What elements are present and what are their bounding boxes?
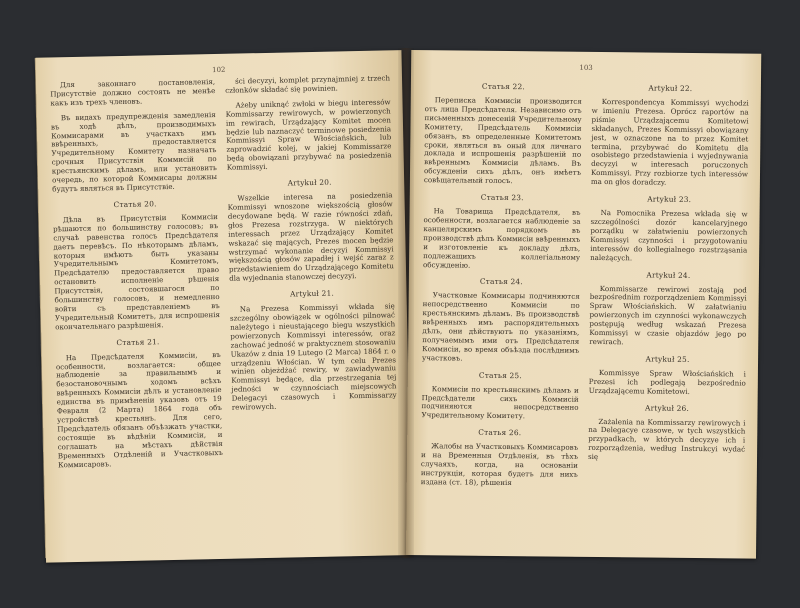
text-paragraph: Дѣла въ Присутствіи Коммисіи рѣшаются по большинству голосовъ; въ случаѣ равенства голосъ Предсѣдателя даетъ перевѣсъ. По нѣкоторымъ дѣламъ, которыя имѣютъ быть указаны Учредительнымъ Комитетомъ, Предсѣдателю предоставляется право остановить исполненіе рѣшенія Присутствія, состоявшагося по большинству голосовъ, и немедленно войти съ представленіемъ въ Учредительный Комитетъ, для испрошенія окончательнаго разрѣшенія. — [52, 211, 221, 332]
right-russian-column — [420, 74, 582, 547]
text-paragraph: Na Pomocnika Prezesa wkłada się w szczególności dozór kancelaryjnego porządku w załatwieniu powierzonych Kommissyi czynności i przygotowaniu interessów do kollegialnego rozstrząsania należących. — [590, 208, 748, 262]
article-heading: Статья 25. — [478, 370, 522, 380]
article-heading: Статья 23. — [480, 192, 524, 203]
text-paragraph: Переписка Коммисіи производится отъ лица Предсѣдателя. Независимо отъ письменныхъ донесеній Учредительному Комитету, Предсѣдатель Коммисіи обязанъ, въ определенные Комитетомъ сроки, являться въ оный для личнаго доклада и испрошенія разрѣшеній по ввѣреннымъ Коммисіи дѣламъ. Въ обсужденіи сихъ дѣлъ, онъ имѣетъ совѣщательный голосъ. — [423, 95, 582, 186]
right-polish-column — [587, 76, 749, 549]
article-heading: Статья 20. — [113, 199, 157, 210]
text-paragraph: Въ видахъ предупрежденія замедленія въ ходѣ дѣлъ, производимыхъ Коммисарами въ участкахъ имъ ввѣренныхъ, предоставляется Учредительному Комитету назначать срочныя Присутствія Коммисій по крестьянскимъ дѣламъ, или установить очередь, по которой Коммисары должны будутъ являться въ Присутствіе. — [50, 109, 218, 194]
article-heading: Artykuł 22. — [648, 83, 693, 93]
book-gutter — [398, 48, 414, 558]
text-paragraph: Korrespondencya Kommissyi wychodzi w imieniu Prezesa. Oprócz raportów na piśmie Urządzającemu Komitetowi składanych, Prezes Kommissyi obowiązany jest, w oznaczone na to przez Komitet termina, przybywać do Komitetu dla osobistego przedstawienia i wyjednywania decyzyi w interesach poruczonych Kommissyi. Przy rozbiorze tych interessów ma on głos doradczy. — [590, 97, 749, 187]
article-heading: Статья 21. — [116, 336, 160, 347]
article-heading: Artykuł 26. — [645, 403, 690, 413]
text-paragraph: ści decyzyi, komplet przynajmniej z trzech członków składać się powinien. — [225, 73, 391, 95]
text-paragraph: Wszelkie interesa na posiedzenia Kommissyi wnoszone większością głosów decydowane będą. W razie równości zdań, głos Prezesa rozstrzyga. W niektórych interessach przez Urządzający Komitet wskazać się mających, Prezes mocen będzie wstrzymać wykonanie decyzyi Kommissyi większością głosów zapadłej i wejść zaraz z przedstawieniem do Urządzającego Komitetu dla wyjednania stanowczej decyzyi. — [227, 190, 395, 283]
left-polish-column — [225, 74, 400, 548]
article-heading: Artykuł 23. — [647, 194, 692, 205]
text-paragraph: Коммисіи по крестьянскимъ дѣламъ и Предсѣдатели сихъ Коммисій подчиняются непосредственно Учредительному Комитету. — [421, 383, 579, 421]
text-paragraph: Для законнаго постановленія, Присутствіе должно состоять не менѣе какъ изъ трехъ членовъ. — [50, 77, 216, 108]
text-paragraph: Kommissye Spraw Włościańskich i Prezesi ich podlegają bezpośrednio Urządzającemu Komitetowi. — [588, 367, 746, 396]
text-paragraph: На Товарища Предсѣдателя, въ особенности, возлагается наблюденіе за канцелярскимъ порядкомъ въ производствѣ дѣлъ Коммисіи ввѣренныхъ и изготовленіе къ докладу дѣлъ, подлежащихъ коллегіальному обсужденію. — [422, 206, 581, 270]
article-heading: Artykuł 25. — [645, 354, 690, 364]
page-number-left: 102 — [212, 65, 226, 75]
text-paragraph: Жалобы на Участковыхъ Коммисаровъ и на Временныя Отдѣленія, въ тѣхъ случаяхъ, когда, на основаніи инструкціи, которая будетъ для нихъ издана (ст. 18), рѣшенія — [420, 441, 579, 488]
article-heading: Artykuł 21. — [289, 288, 335, 299]
right-page — [406, 50, 761, 559]
left-russian-column — [50, 78, 225, 552]
right-page-columns — [420, 74, 749, 548]
article-heading: Статья 22. — [481, 81, 525, 92]
article-heading: Статья 26. — [478, 428, 522, 438]
page-number-right: 103 — [579, 63, 593, 72]
article-heading: Artykuł 24. — [646, 270, 691, 280]
text-paragraph: Zażalenia na Kommissarzy rewirowych i na Delegacye czasowe, w tych wszystkich przypadkach, w których decyzye ich i rozporządzenia, według Instrukcyi wydać się — [587, 416, 746, 462]
article-heading: Artykuł 20. — [287, 177, 332, 188]
left-page-columns — [50, 74, 400, 552]
article-heading: Статья 24. — [479, 277, 523, 287]
text-paragraph: Kommissarze rewirowi zostają pod bezpośrednim rozporządzeniem Kommissyi Spraw Włościańskich. W załatwianiu powierzonych im czynności wykonawczych postępują według wskazań Prezesa Kommissyi w czasie objazdów jego po rewirach. — [589, 283, 747, 347]
text-paragraph: Участковые Коммисары подчиняются непосредственно Коммисіи по крестьянскимъ дѣламъ. Въ производствѣ ввѣренныхъ имъ распорядительныхъ дѣлъ, они дѣйствуютъ по указаніямъ, получаемымъ ими отъ Предсѣдателя Коммисіи, во время объѣзда послѣднимъ участковъ. — [422, 290, 580, 363]
text-paragraph: Na Prezesa Kommissyi wkłada się szczególny obowiązek w ogólności pilnować należytego i nieustającego biegu wszystkich powierzonych Kommissyi interessów, oraz zachować jedność w praktycznem stosowaniu Ukazów z dnia 19 Lutego (2 Marca) 1864 r. o urządzeniu Włościan. W tym celu Prezes winien objeżdżać rewiry, w zawiadywaniu Kommissyi będące, dla przestrzegania tej jedności w czynnościach miejscowych Delegacyi czasowych i Kommissarzy rewirowych. — [229, 301, 397, 412]
left-page — [36, 50, 412, 563]
text-paragraph: На Предсѣдателя Коммисіи, въ особенности, возлагается: общее наблюденіе за правильнымъ и безостановочнымъ ходомъ всѣхъ ввѣренныхъ Коммисіи дѣлъ и установленіе единства въ примѣненіи указовъ отъ 19 Февраля (2 Марта) 1864 года объ устройствѣ крестьянъ. Для сего, Предсѣдатель обязанъ объѣзжать участки, состоящіе въ вѣдѣніи Коммисіи, и соглашать на мѣстахъ дѣйствія Временныхъ Отдѣленій и Участковыхъ Коммисаровъ. — [55, 349, 223, 469]
text-paragraph: Ażeby uniknąć zwłoki w biegu interessów Kommissarzy rewirowych, w powierzonych im rewirach, Urządzający Komitet mocen będzie lub naznaczyć terminowe posiedzenia Kommissyi Spraw Włościańskich, lub zaprowadzić kolej, w jakiej Kommissarze będą obowiązani przybywać na posiedzenia Kommissyi. — [225, 97, 392, 172]
